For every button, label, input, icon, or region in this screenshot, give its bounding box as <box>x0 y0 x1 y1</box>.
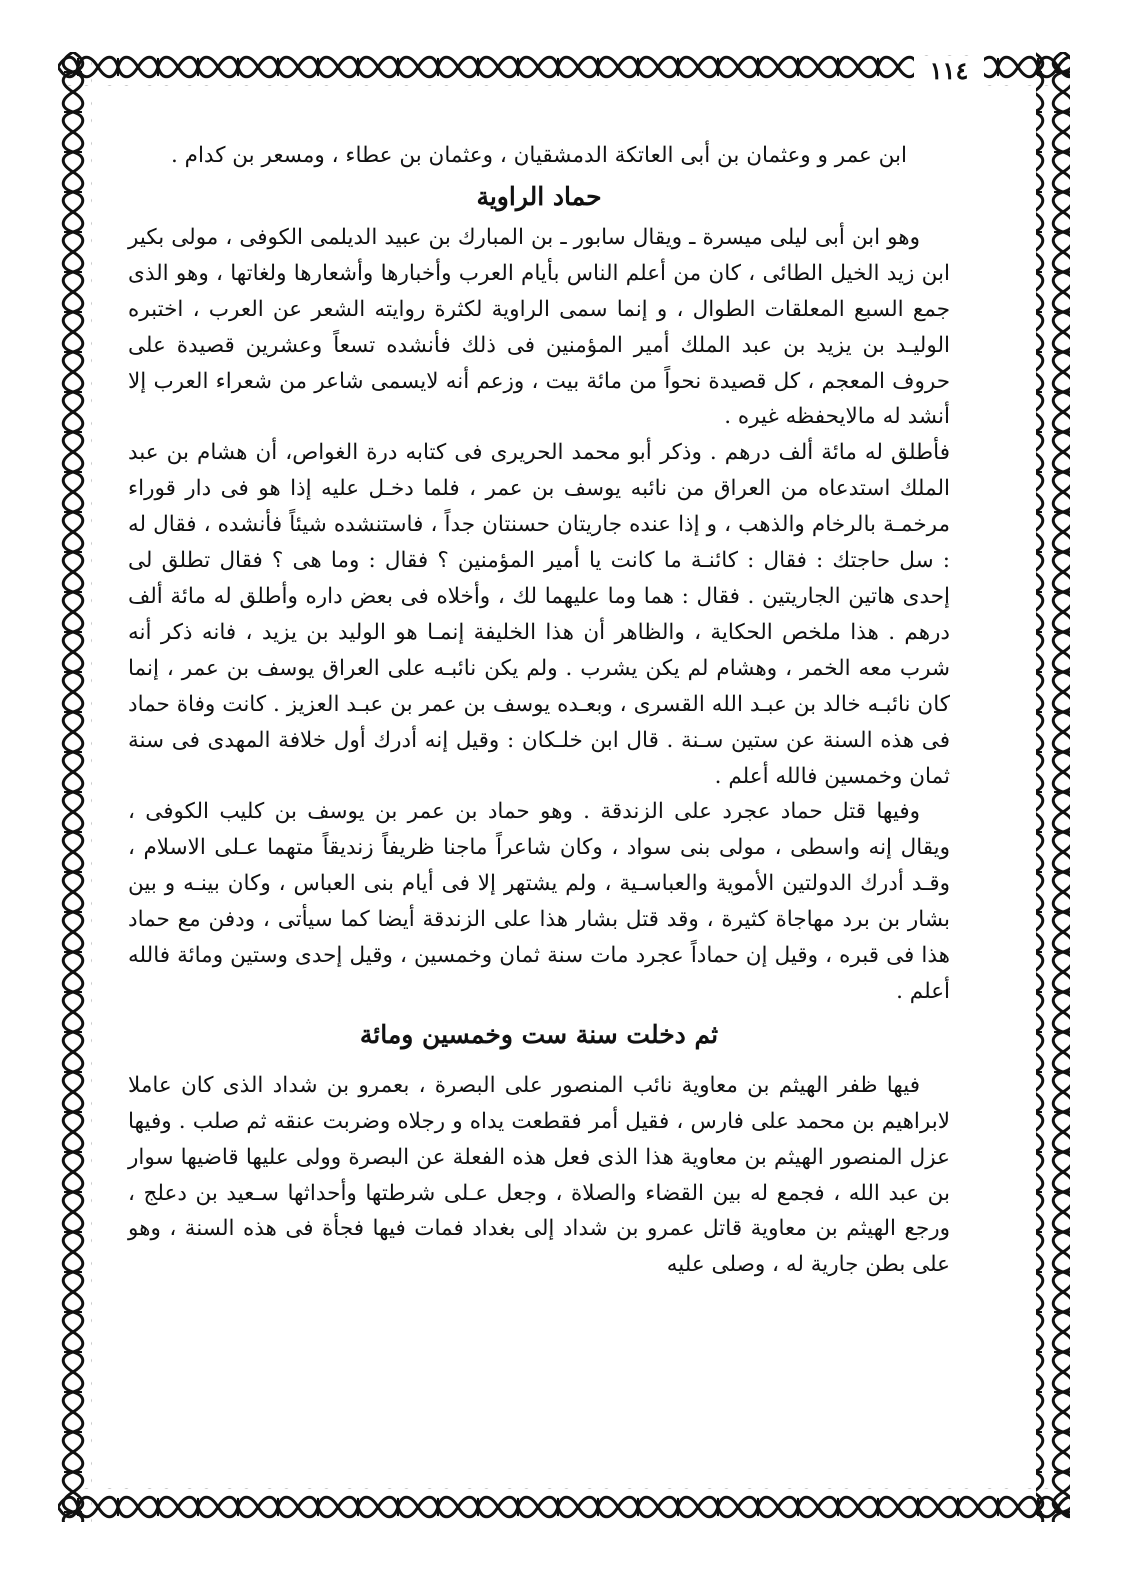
paragraph-hammad-bio: وهو ابن أبى ليلى ميسرة ـ ويقال سابور ـ بن المبارك بن عبيد الديلمى الكوفى ، مولى بكير ابن زيد الخيل الطائى ، كان من أعلم الناس بأيام العرب وأخبارها وأشعارها ولغاتها ، وهو الذى جمع السبع المعلقات الطوال ، و إنما سمى الراوية لكثرة روايته الشعر عن العرب ، اختبره الوليـد بن يزيد بن عبد الملك أمير المؤمنين فى ذلك فأنشده تسعاً وعشرين قصيدة على حروف المعجم ، كل قصيدة نحواً من مائة بيت ، وزعم أنه لايسمى شاعر من شعراء العرب إلا أنشد له مالايحفظه غيره . <box>128 224 950 430</box>
paragraph-hammad-story: فأطلق له مائة ألف درهم . وذكر أبو محمد الحريرى فى كتابه درة الغواص، أن هشام بن عبد الملك استدعاه من العراق من نائبه يوسف بن عمر ، فلما دخـل عليه إذا هو فى دار قوراء مرخمـة بالرخام والذهب ، و إذا عنده جاريتان حسنتان جداً ، فاستنشده شيئاً فأنشده ، فقال له : سل حاجتك : فقال : كائنـة ما كانت يا أمير المؤمنين ؟ فقال : وما هى ؟ فقال تطلق لى إحدى هاتين الجاريتين . فقال : هما وما عليهما لك ، وأخلاه فى بعض داره وأطلق له مائة ألف درهم . هذا ملخص الحكاية ، والظاهر أن هذا الخليفة إنمـا هو الوليد بن يزيد ، فانه ذكر أنه شرب معه الخمر ، وهشام لم يكن يشرب . ولم يكن نائبـه على العراق يوسف بن عمر ، إنما كان نائبـه خالد بن عبـد الله القسرى ، وبعـده يوسف بن عمر بن عبـد العزيز . كانت وفاة حماد فى هذه السنة عن ستين سـنة . قال ابن خلـكان : وقيل إنه أدرك أول خلافة المهدى فى سنة ثمان وخمسين فالله أعلم . <box>128 440 950 789</box>
paragraph-year-156: فيها ظفر الهيثم بن معاوية نائب المنصور على البصرة ، بعمرو بن شداد الذى كان عاملا لابراهيم بن محمد على فارس ، فقيل أمر فقطعت يداه و رجلاه وضربت عنقه ثم صلب . وفيها عزل المنصور الهيثم بن معاوية هذا الذى فعل هذه الفعلة عن البصرة وولى عليها قاضيها سوار بن عبد الله ، فجمع له بين القضاء والصلاة ، وجعل عـلى شرطتها وأحداثها سـعيد بن دعلج ، ورجع الهيثم بن معاوية قاتل عمرو بن شداد إلى بغداد فمات فيها فجأة فى هذه السنة ، وهو على بطن جارية له ، وصلى عليه <box>128 1072 950 1278</box>
page-body <box>128 138 950 1468</box>
paragraph-intro: ابن عمر و وعثمان بن أبى العاتكة الدمشقيان ، وعثمان بن عطاء ، ومسعر بن كدام . <box>170 143 908 168</box>
paragraph-hammad-ajrad: وفيها قتل حماد عجرد على الزندقة . وهو حماد بن عمر بن يوسف بن كليب الكوفى ، ويقال إنه واسطى ، مولى بنى سواد ، وكان شاعراً ماجنا ظريفاً زنديقاً متهما عـلى الاسلام ، وقـد أدرك الدولتين الأموية والعباسـية ، ولم يشتهر إلا فى أيام بنى العباس ، وكان بينـه و بين بشار بن برد مهاجاة كثيرة ، وقد قتل بشار هذا على الزندقة أيضا كما سيأتى ، ودفن مع حماد هذا فى قبره ، وقيل إن حماداً عجرد مات سنة ثمان وخمسين ، وقيل إحدى وستين ومائة فالله أعلم . <box>128 799 950 1004</box>
section-heading-year-156: ثم دخلت سنة ست وخمسين ومائة <box>359 1019 719 1049</box>
page-number: ١١٤ <box>914 56 984 86</box>
section-heading-hammad: حماد الراوية <box>476 181 602 211</box>
